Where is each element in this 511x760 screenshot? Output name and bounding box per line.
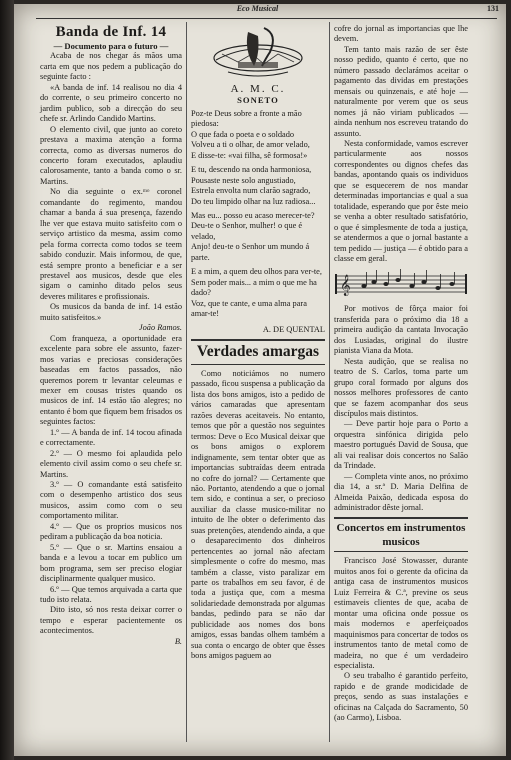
- paragraph: Acaba de nos chegar ás mãos uma carta em que nos pedem a publicação do seguinte facto :: [40, 51, 182, 82]
- paragraph: Por motivos de fôrça maior foi transferida para o próximo dia 18 a primeira audição da cantata Invocação dos Lusiadas, original do ilustre pianista Viana da Mota.: [334, 304, 468, 356]
- list-item: 2.º — O mesmo foi aplaudida pelo elemento civil assim como o seu chefe sr. Martins.: [40, 448, 182, 479]
- paragraph: Dito isto, só nos resta deixar correr o tempo e esperar pacientemente os acontecimentos.: [40, 605, 182, 636]
- paragraph: — Completa vinte anos, no próximo dia 14, a sr.ª D. Maria Delfina de Almeida Paixão, dedicada esposa do administrador dêste jornal.: [334, 471, 468, 513]
- lyre-vignette-illustration: [208, 24, 308, 82]
- paragraph: Os musicos da banda de inf. 14 estão muito satisfeitos.»: [40, 302, 182, 322]
- poem-stanza: [191, 211, 325, 263]
- list-item: 5.º — Que o sr. Martins ensaiou a banda e a levou a tocar em publico um bom programa, sem ser preciso elogiar disciplinarmente qualquer musico.: [40, 542, 182, 584]
- paragraph: — Deve partir hoje para o Porto a orquestra sinfónica dirigida pelo maestro portugués David de Sousa, que ali vai realisar dois concertos no Salão da Trindade.: [334, 419, 468, 471]
- poem-line: Anjo! deu-te o Senhor um mundo á parte.: [191, 242, 310, 262]
- column-3: [334, 24, 468, 724]
- poem-author: A. DE QUENTAL: [262, 324, 325, 334]
- paragraph: O elemento civil, que junto ao coreto prestava a maxima atenção a forma correcta, como as diversas numeros do concerto foram executados, aplaudiu calorosamente, tanto a banda como o sr. Martins.: [40, 124, 182, 186]
- poem-stanza: [191, 109, 325, 161]
- poem-line: Voz, que te cante, e uma alma para amar-te!: [191, 298, 307, 319]
- list-item: 4.º — Que os proprios musicos nos pediram a publicação da boa noticia.: [40, 521, 182, 542]
- paragraph: No dia seguinte o ex.ᵐᵒ coronel comandante do regimento, mandou chamar a banda á sua presença, fazendo lhe ver que estava muito satisfeito com o serviço artistico da mesma, assim como pela forma correcta como todos se teem sabido conduzir. Mais informou, de que, está sempre pronto a beneficiar e a ser prestavel aos musicos, desde que eles sigam o caminho ditado pelos seus deveres militares e profissionais.: [40, 187, 182, 301]
- page-shadow-edge: [0, 0, 14, 760]
- signature: B.: [174, 636, 182, 646]
- header-rule: [36, 18, 497, 19]
- running-head-title: Eco Musical: [236, 4, 279, 13]
- poem-line: Pousaste neste solo angustiado,: [191, 175, 296, 185]
- paragraph: Nesta audição, que se realisa no teatro de S. Carlos, toma parte um grupo coral formado por alguns dos nossos melhores professores de canto que se fazem acompanhar dos seus discípulos mais distintos.: [334, 356, 468, 418]
- paragraph: cofre do jornal as importancias que lhe devem.: [334, 24, 468, 44]
- article-title-concertos: Concertos em instrumentos musicos: [334, 517, 468, 552]
- paragraph: «A banda de inf. 14 realisou no dia 4 do corrente, o seu primeiro concerto no jardim publico, sob a direcção do seu chefe sr. Arlindo Candido Martins.: [40, 82, 182, 124]
- running-head: [16, 4, 499, 18]
- poem-line: Poz-te Deus sobre a fronte a mão piedosa:: [191, 108, 302, 129]
- poem-dedication: A. M. C.: [230, 83, 286, 95]
- article-title-banda: Banda de Inf. 14: [55, 24, 167, 40]
- poem-line: Deu-te o Senhor, mulher! o que é velado,: [191, 221, 303, 241]
- list-item: 3.º — O comandante está satisfeito com o desempenho artistico dos seus musicos, assim como com o seu comportamento militar.: [40, 480, 182, 521]
- poem-line: E disse-te: «vai filha, sê formosa!»: [191, 150, 308, 160]
- article-title-verdades-amargas: Verdades amargas: [191, 339, 325, 365]
- column-divider: [329, 22, 330, 742]
- column-2: [191, 24, 325, 662]
- poem-line: E tu, descendo na onda harmoniosa,: [191, 165, 312, 175]
- signature: João Ramos.: [138, 323, 182, 333]
- list-item: 1.º — A banda de inf. 14 tocou afinada e correctamente.: [40, 427, 182, 448]
- paragraph: Tem tanto mais razão de ser êste nosso pedido, quanto é certo, que no número passado declarámos aceitar o pagamento das dividas em prestações mensais ou quinzenais, e até hoje — naturalmente por verem que os seus nomes já não viriam publicados — ainda nenhum nos escreveu tratando do assunto.: [334, 44, 468, 138]
- page-number: 131: [487, 4, 499, 13]
- poem-stanza: [191, 267, 325, 319]
- poem-stanza: [191, 165, 325, 207]
- poem-line: Volveu a ti o olhar, de amor velado,: [191, 140, 310, 150]
- poem-line: Estrela envolta num clarão sagrado,: [191, 186, 311, 196]
- poem-line: E a mim, a quem deu olhos para ver-te,: [191, 267, 322, 277]
- paragraph: Nesta conformidade, vamos escrever particularmente aos nossos correspondentes ou dignos chefes das bandas, apontando quais os individuos que se esquecerem de nos mandar determinadas importancias e qual a sua totalidade, esperando que por êste meio se venha a obter resultado satisfatório, o que é simplesmente de toda a justiça, se atendermos a que o jornal bastante a tem pedido — justiça — é obtido para a classe em geral.: [334, 138, 468, 263]
- poem-title: SONETO: [237, 95, 279, 106]
- svg-text:𝄞: 𝄞: [340, 275, 351, 297]
- poem-line: Do teu limpido olhar na luz radiosa...: [191, 196, 316, 206]
- poem-line: Mas eu... posso eu acaso merecer-te?: [191, 210, 315, 220]
- column-divider: [186, 22, 187, 742]
- music-notation-illustration: [334, 268, 468, 298]
- poem-line: O que fada o poeta e o soldado: [191, 129, 295, 139]
- column-1: [40, 24, 182, 647]
- paragraph: O seu trabalho é garantido perfeito, rapido e de grande modicidade de preços, sendo as suas instalações e oficinas na Calçada do Sacramento, 50 (ao Carmo), Lisboa.: [334, 671, 468, 723]
- article-subtitle: — Documento para o futuro —: [53, 41, 169, 51]
- paragraph: Com franqueza, a oportunidade era excelente para sobre ele assunto, fazer-mos varias e preciosas considerações baseadas em factos passados, não queremos porem tr levantar celeumas e mexer em cousas tristes quando os musicos de inf. 14 estão tão alegres; no entanto é bom que fiquem bem frisados os seguintes factos:: [40, 333, 182, 427]
- poem-line: Sem poder mais... a mim o que me ha dado?: [191, 277, 317, 298]
- paragraph: Francisco José Stowasser, durante muitos anos foi o gerente da oficina da antiga casa de instrumentos musicos Luiz Ferreira & C.ª, previne os seus estimaveis clientes de que, acaba de montar uma oficina onde possue os mais modernos e aperfeiçoados maquinismos para concertar de todos os instrumentos tanto de metal como de madeira, no que é um verdadeiro especialista.: [334, 556, 468, 671]
- paragraph: Como noticiámos no numero passado, ficou suspensa a publicação da lista dos bons amigos, isto a pedido de vários camaradas que apresentam razões deveras aceitaveis. No entanto, temos que pôr a questão nos seguintes termos: Deve o Eco Musical deixar que os bons amigos o explorem indignamente, sem tentar obter que as importancias subtraídas deem entrada no cofre do jornal? — Certamente que não. Portanto, atendendo a que o jornal tem sido, e continua a ser, o precioso auxiliar da classe musico-militar no intuito de lhe obter o deferimento das suas pretenções, atendendo ainda, a que o desaparecimento dos dinheiros pertencentes ao jornal não afectam simplesmente o cofre do mesmo, mas também a classe, visto paralizar em parte os trabalhos em seu favor, é de toda a justiça que, com a mesma solidariedade demonstrada por algumas bandas, pedindo para se não dar publicidade aos nomes dos bons amigos, essas bandas olhem também a sua conta o encargo de obter que êsses bons amigos paguem ao: [191, 368, 325, 661]
- list-item: 6.º — Que temos arquivada a carta que tudo isto relata.: [40, 584, 182, 605]
